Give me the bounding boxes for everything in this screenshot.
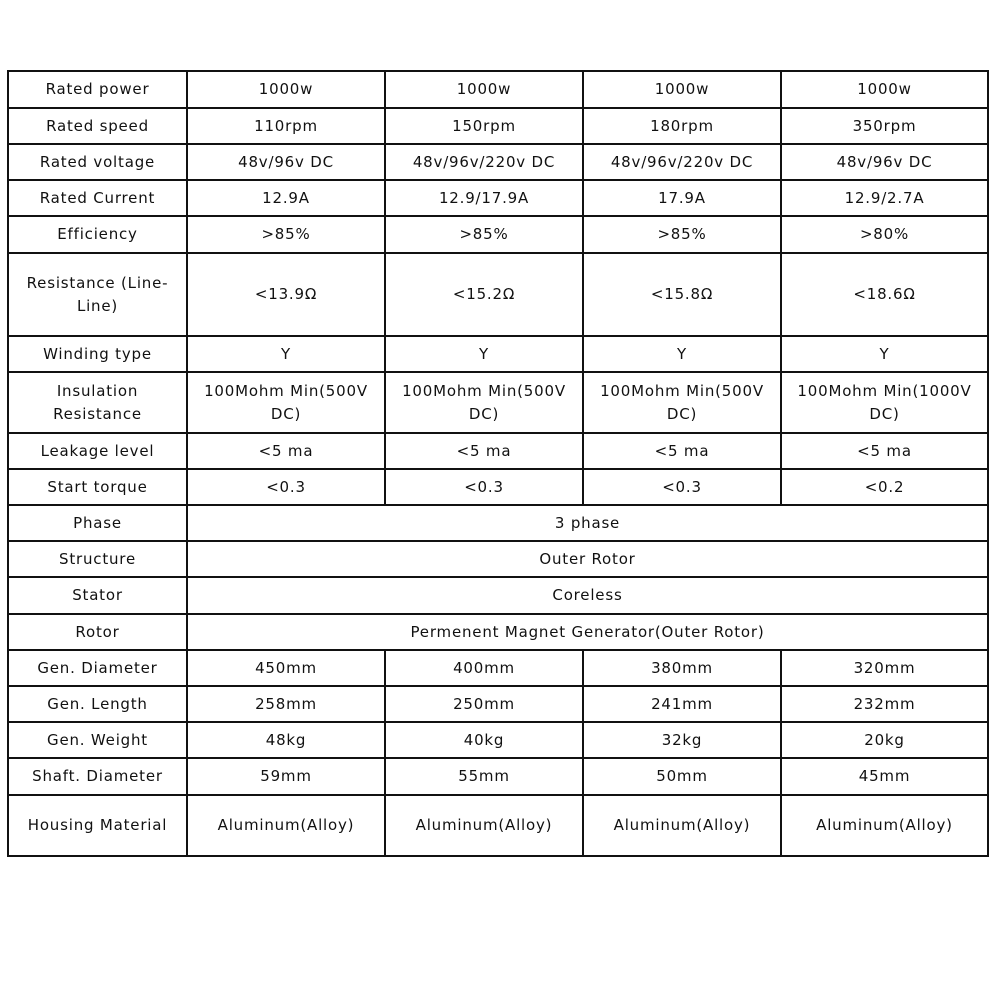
spec-table [7,70,989,857]
table-cell: 100Mohm Min(500V DC) [187,372,385,433]
table-row [8,433,988,469]
table-cell: 1000w [187,71,385,108]
table-row [8,758,988,795]
table-cell: Aluminum(Alloy) [187,795,385,856]
row-label: Efficiency [8,216,187,253]
table-cell: 100Mohm Min(500V DC) [385,372,583,433]
table-cell: 48v/96v DC [187,144,385,180]
table-row [8,795,988,856]
table-cell: Y [187,336,385,372]
table-cell: 400mm [385,650,583,686]
table-cell: 258mm [187,686,385,722]
table-cell: 48v/96v/220v DC [385,144,583,180]
table-cell: <0.3 [385,469,583,505]
table-cell: 50mm [583,758,781,795]
table-cell: 12.9/17.9A [385,180,583,216]
table-cell: 59mm [187,758,385,795]
table-row [8,686,988,722]
table-row [8,180,988,216]
table-cell: 250mm [385,686,583,722]
table-cell: 232mm [781,686,988,722]
merged-cell: Coreless [187,577,988,614]
table-cell: 55mm [385,758,583,795]
table-cell: <15.8Ω [583,253,781,336]
row-label: Phase [8,505,187,541]
table-cell: 450mm [187,650,385,686]
table-row [8,336,988,372]
table-row [8,505,988,541]
table-row [8,650,988,686]
table-cell: 45mm [781,758,988,795]
merged-cell: Outer Rotor [187,541,988,577]
table-row [8,614,988,650]
row-label: Shaft. Diameter [8,758,187,795]
table-cell: >80% [781,216,988,253]
table-cell: 241mm [583,686,781,722]
row-label: Rated speed [8,108,187,144]
table-cell: 20kg [781,722,988,758]
table-cell: >85% [583,216,781,253]
table-cell: Aluminum(Alloy) [781,795,988,856]
table-cell: <0.2 [781,469,988,505]
row-label: Gen. Diameter [8,650,187,686]
table-cell: >85% [187,216,385,253]
table-cell: 1000w [781,71,988,108]
table-cell: <18.6Ω [781,253,988,336]
table-cell: <0.3 [187,469,385,505]
row-label: Insulation Resistance [8,372,187,433]
table-row [8,469,988,505]
table-row [8,372,988,433]
table-cell: 1000w [385,71,583,108]
row-label: Rated voltage [8,144,187,180]
merged-cell: Permenent Magnet Generator(Outer Rotor) [187,614,988,650]
table-row [8,108,988,144]
row-label: Rated Current [8,180,187,216]
table-cell: 12.9A [187,180,385,216]
row-label: Gen. Weight [8,722,187,758]
table-row [8,253,988,336]
table-cell: 150rpm [385,108,583,144]
table-row [8,216,988,253]
table-cell: 350rpm [781,108,988,144]
row-label: Rated power [8,71,187,108]
table-cell: 40kg [385,722,583,758]
row-label: Resistance (Line-Line) [8,253,187,336]
table-row [8,71,988,108]
row-label: Leakage level [8,433,187,469]
table-cell: <5 ma [583,433,781,469]
table-cell: 1000w [583,71,781,108]
table-cell: Y [385,336,583,372]
table-cell: <15.2Ω [385,253,583,336]
row-label: Winding type [8,336,187,372]
row-label: Gen. Length [8,686,187,722]
table-row [8,577,988,614]
row-label: Start torque [8,469,187,505]
table-cell: <13.9Ω [187,253,385,336]
table-cell: 380mm [583,650,781,686]
merged-cell: 3 phase [187,505,988,541]
table-cell: <5 ma [385,433,583,469]
table-cell: 100Mohm Min(1000V DC) [781,372,988,433]
table-cell: Aluminum(Alloy) [583,795,781,856]
table-row [8,144,988,180]
row-label: Rotor [8,614,187,650]
table-cell: 48v/96v/220v DC [583,144,781,180]
row-label: Stator [8,577,187,614]
table-cell: 100Mohm Min(500V DC) [583,372,781,433]
table-cell: Y [583,336,781,372]
table-cell: 12.9/2.7A [781,180,988,216]
table-cell: 32kg [583,722,781,758]
table-cell: >85% [385,216,583,253]
table-cell: <5 ma [781,433,988,469]
table-cell: 110rpm [187,108,385,144]
table-cell: Aluminum(Alloy) [385,795,583,856]
table-cell: 17.9A [583,180,781,216]
row-label: Structure [8,541,187,577]
table-cell: 48kg [187,722,385,758]
table-cell: 320mm [781,650,988,686]
table-cell: 48v/96v DC [781,144,988,180]
table-cell: Y [781,336,988,372]
table-cell: 180rpm [583,108,781,144]
row-label: Housing Material [8,795,187,856]
table-cell: <0.3 [583,469,781,505]
table-row [8,722,988,758]
table-row [8,541,988,577]
table-cell: <5 ma [187,433,385,469]
